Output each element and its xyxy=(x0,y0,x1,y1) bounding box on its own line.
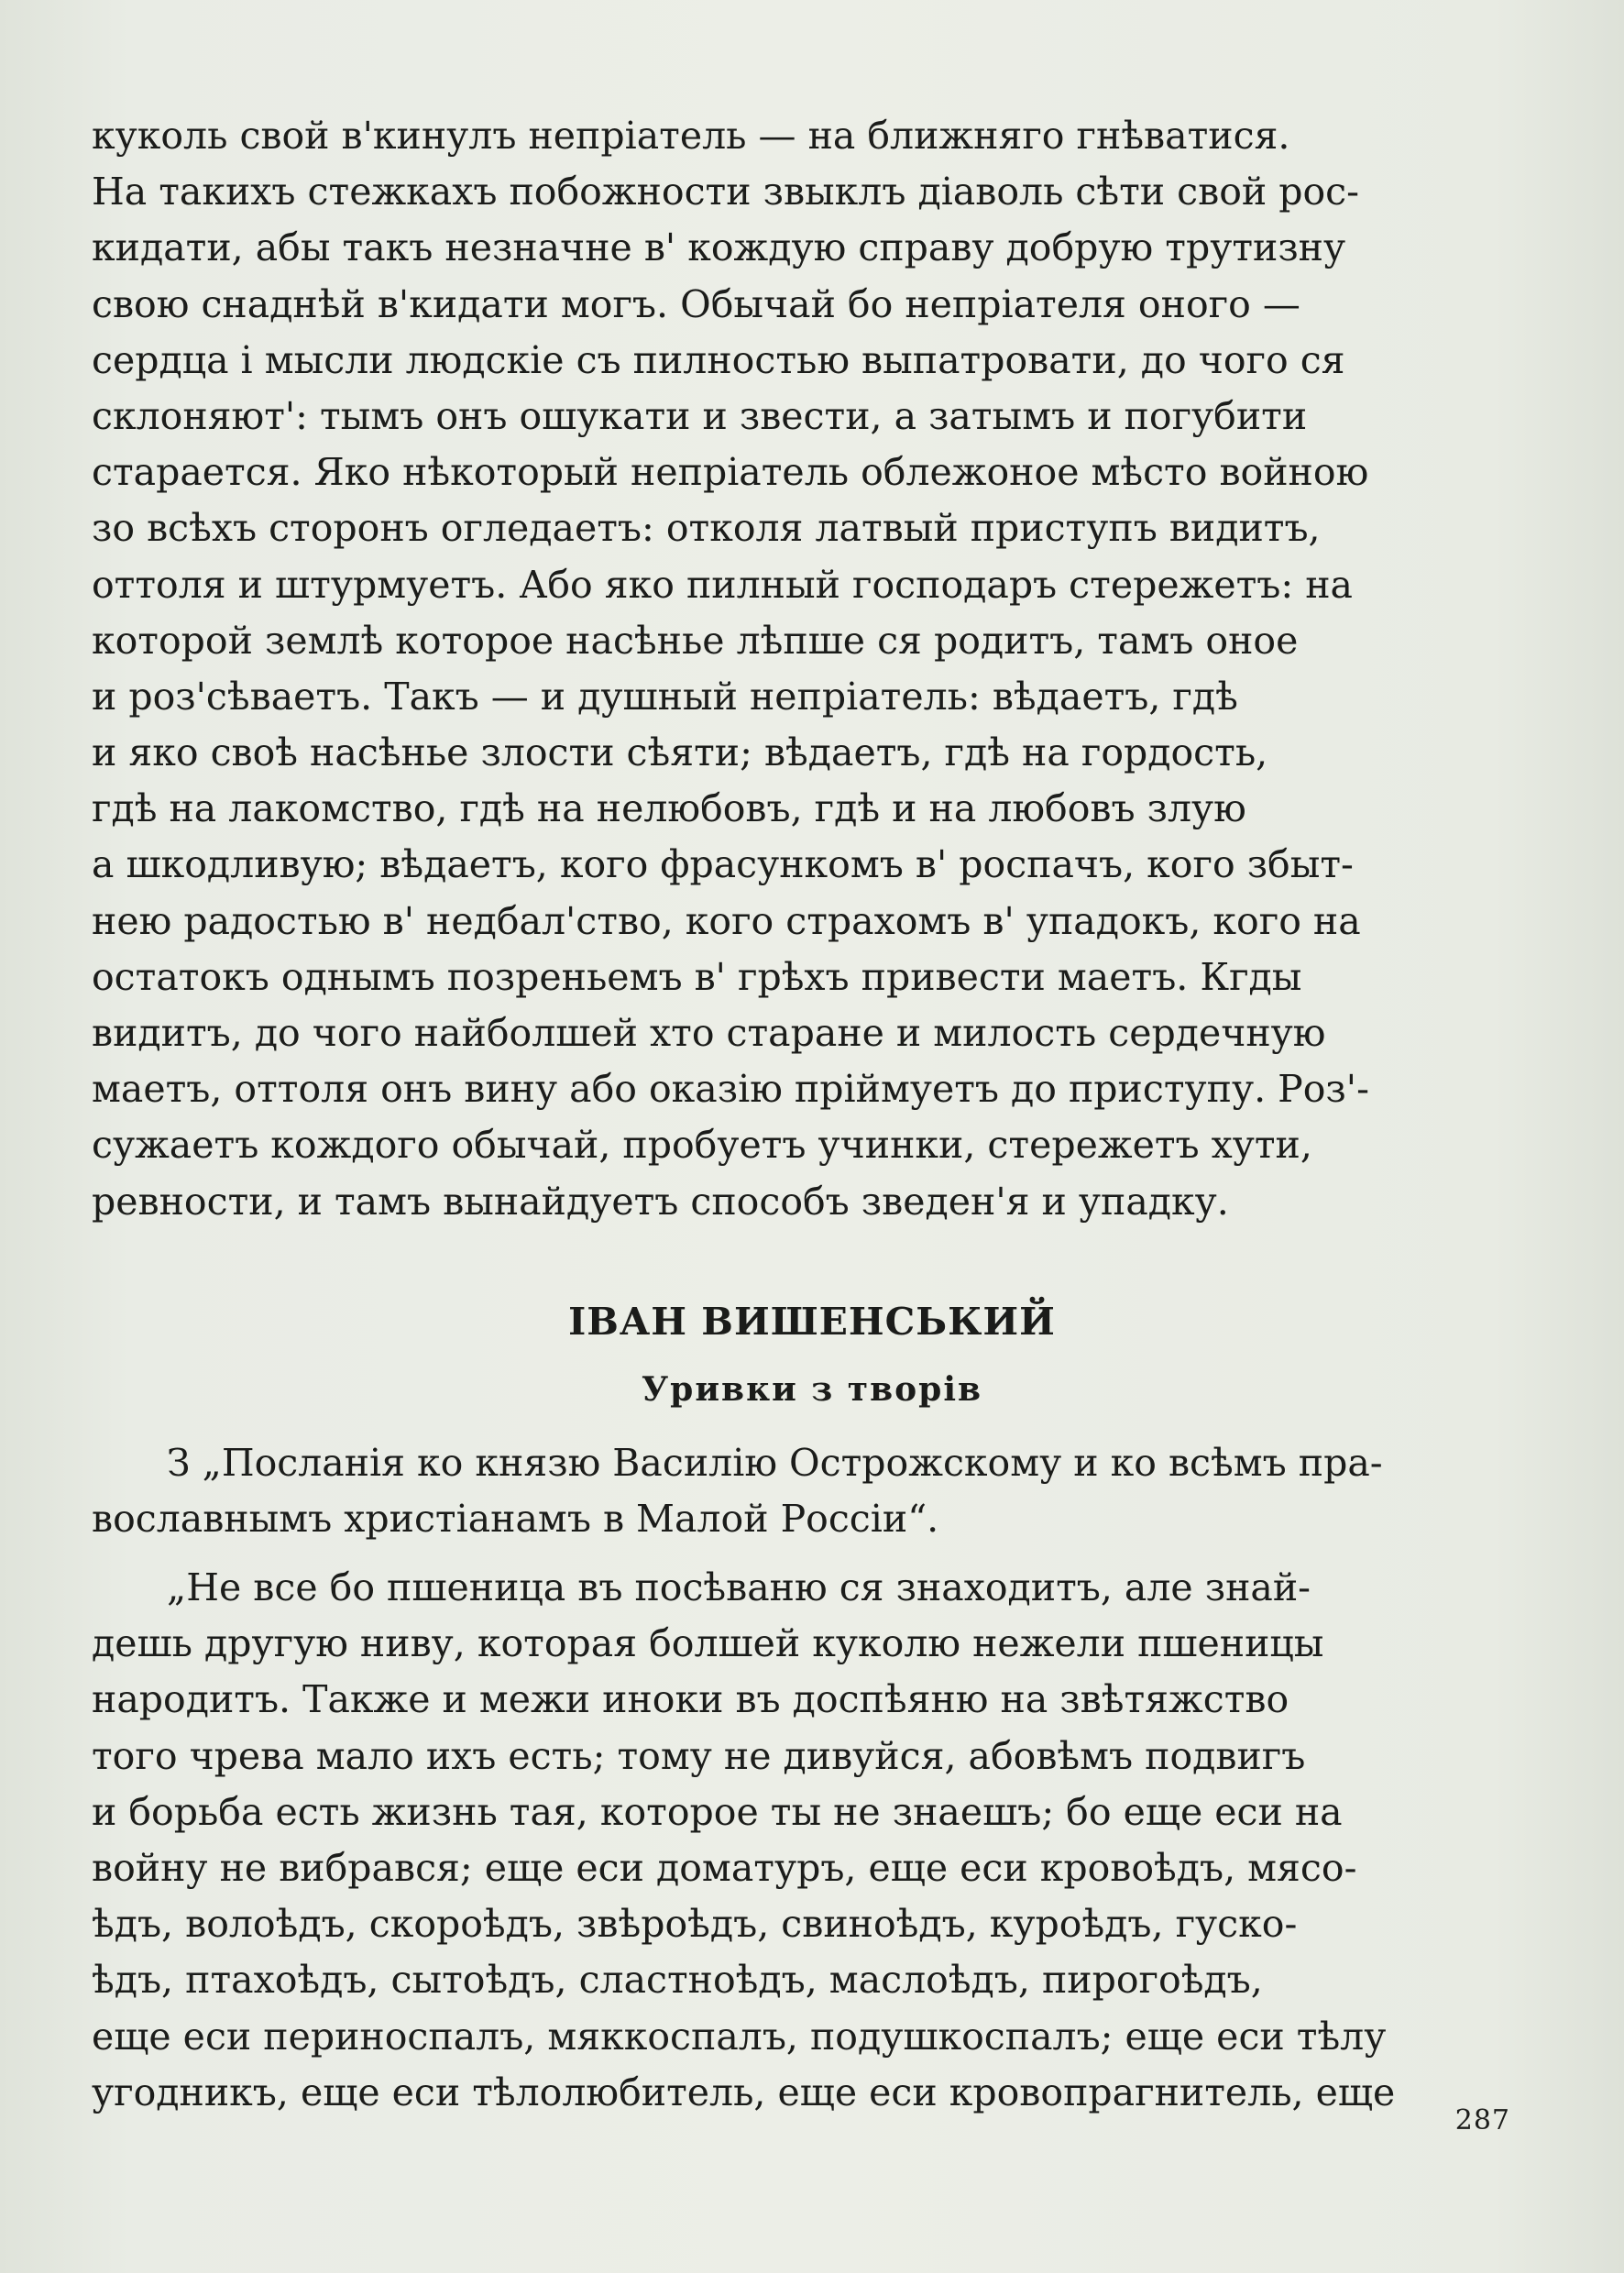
text-line: видитъ, до чого найболшей хто старане и милость сердечную xyxy=(92,1011,1326,1055)
text-line: оттоля и штурмуетъ. Або яко пилный господаръ стережетъ: на xyxy=(92,562,1353,607)
text-column-top xyxy=(92,108,1503,1230)
text-line: войну не вибрався; еще еси доматуръ, еще еси кровоѣдъ, мясо- xyxy=(92,1845,1357,1890)
text-line: угодникъ, еще еси тѣлолюбитель, еще еси кровопрагнитель, еще xyxy=(92,2070,1396,2114)
text-line: склоняют': тымъ онъ ошукати и звести, а затымъ и погубити xyxy=(92,393,1308,438)
text-line: куколь свой в'кинулъ непріатель — на ближняго гнѣватися. xyxy=(92,114,1290,158)
text-line: ревности, и тамъ вынайдуетъ спосoбъ зведен'я и упадку. xyxy=(92,1179,1229,1224)
source-citation xyxy=(92,1435,1503,1547)
text-line: и борьба есть жизнь тая, которое ты не знаешъ; бо еще еси на xyxy=(92,1789,1343,1834)
text-line: еще еси периноспалъ, мяккоспалъ, подушкоспалъ; еще еси тѣлу xyxy=(92,2014,1387,2059)
text-line: остатокъ однымъ позреньемъ в' грѣхъ привести маетъ. Кгды xyxy=(92,954,1302,999)
text-line: свою снаднѣй в'кидати могъ. Обычай бо непріателя оного — xyxy=(92,281,1300,326)
text-line: нею радостью в' недбал'ство, кого страхомъ в' упадокъ, кого на xyxy=(92,898,1361,943)
text-line: того чрева мало ихъ есть; тому не дивуйся, абовѣмъ подвигъ xyxy=(92,1733,1306,1778)
text-line: старается. Яко нѣкоторый непріатель облежоное мѣсто войною xyxy=(92,450,1369,495)
text-line: З „Посланія ко князю Василію Острожскому и ко всѣмъ пра- xyxy=(167,1441,1383,1485)
section-heading: ІВАН ВИШЕНСЬКИЙ xyxy=(568,1300,1056,1344)
text-line: народитъ. Также и межи иноки въ доспѣяню на звѣтяжство xyxy=(92,1677,1289,1722)
text-line: которой землѣ которое насѣнье лѣпше ся родитъ, тамъ оное xyxy=(92,618,1299,663)
text-line: кидати, абы такъ незначне в' кождую справу добрую трутизну xyxy=(92,225,1346,270)
text-line: гдѣ на лакомство, гдѣ на нелюбовъ, гдѣ и на любовъ злую xyxy=(92,786,1246,831)
text-line: сердца і мысли людскіе съ пилностью выпатровати, до чого ся xyxy=(92,337,1345,382)
text-column-bottom xyxy=(92,1560,1503,2121)
text-line: и яко своѣ насѣнье злости сѣяти; вѣдаетъ, гдѣ на гордость, xyxy=(92,730,1268,775)
text-line: дешь другую ниву, которая болшей куколю нежели пшеницы xyxy=(92,1621,1324,1666)
text-line: На такихъ стежкахъ побожности звыклъ діаволь сѣти свой рос- xyxy=(92,170,1359,214)
section-subheading: Уривки з творів xyxy=(641,1370,983,1409)
text-line: ѣдъ, птахоѣдъ, сытоѣдъ, сластноѣдъ, маслоѣдъ, пирогоѣдъ, xyxy=(92,1958,1263,2003)
text-line: ѣдъ, волоѣдъ, скороѣдъ, звѣроѣдъ, свиноѣдъ, куроѣдъ, гуско- xyxy=(92,1902,1298,1947)
page-number: 287 xyxy=(1454,2104,1510,2136)
text-line: вославнымъ христіанамъ в Малой Россіи“. xyxy=(92,1497,939,1542)
text-line: сужаетъ кождого обычай, пробуетъ учинки, стережетъ хути, xyxy=(92,1123,1312,1168)
text-line: и роз'сѣваетъ. Такъ — и душный непріатель: вѣдаетъ, гдѣ xyxy=(92,674,1238,719)
text-line: „Не все бо пшеница въ посѣваню ся знаходитъ, але знай- xyxy=(167,1565,1311,1609)
text-line: зо всѣхъ сторонъ огледаетъ: отколя латвый приступъ видитъ, xyxy=(92,506,1321,551)
text-line: маетъ, оттоля онъ вину або оказію пріймуетъ до приступу. Роз'- xyxy=(92,1067,1369,1112)
text-line: а шкодливую; вѣдаетъ, кого фрасункомъ в' роспачъ, кого збыт- xyxy=(92,842,1354,887)
